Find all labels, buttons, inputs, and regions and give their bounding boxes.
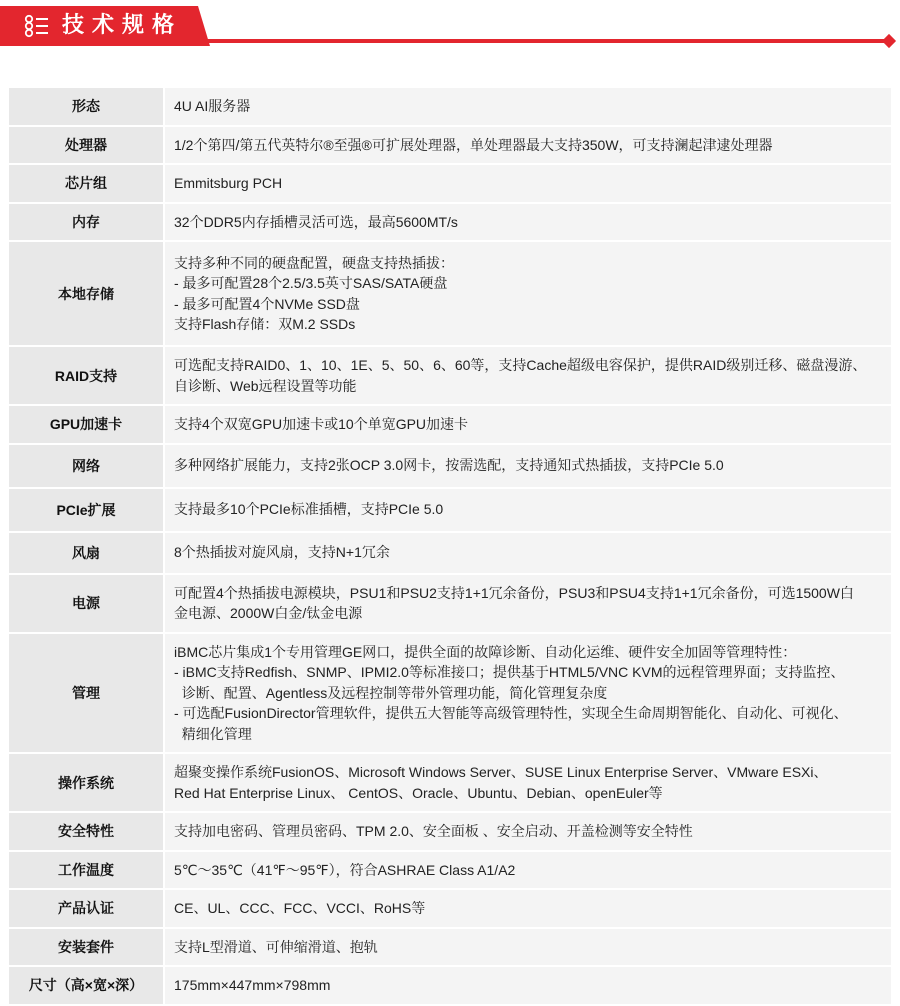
spec-value xyxy=(165,489,891,531)
spec-row xyxy=(9,575,891,632)
spec-key: 产品认证 xyxy=(9,890,165,927)
spec-value-line: 诊断、配置、Agentless及远程控制等带外管理功能，简化管理复杂度 xyxy=(174,684,608,701)
spec-value-line: 自诊断、Web远程设置等功能 xyxy=(174,377,357,394)
spec-value xyxy=(165,813,891,850)
spec-key: GPU加速卡 xyxy=(9,406,165,443)
spec-row xyxy=(9,929,891,966)
spec-value xyxy=(165,634,891,753)
spec-key: 工作温度 xyxy=(9,852,165,889)
page-title: 技术规格 xyxy=(62,12,183,37)
spec-value xyxy=(165,754,891,811)
spec-row xyxy=(9,813,891,850)
spec-value-line: 可选配支持RAID0、1、10、1E、5、50、6、60等，支持Cache超级电容保护，提供RAID级别迁移、磁盘漫游、 xyxy=(174,357,867,373)
spec-key: 网络 xyxy=(9,445,165,487)
spec-value-line: 支持加电密码、管理员密码、TPM 2.0、安全面板 、安全启动、开盖检测等安全特性 xyxy=(174,823,693,839)
spec-row xyxy=(9,165,891,202)
spec-value-line: Red Hat Enterprise Linux、 CentOS、Oracle、Ubuntu、Debian、openEuler等 xyxy=(174,784,663,801)
header-divider-cap xyxy=(882,34,896,48)
spec-row xyxy=(9,347,891,404)
spec-value xyxy=(165,852,891,889)
spec-value-line: - 最多可配置4个NVMe SSD盘 xyxy=(174,295,360,312)
spec-value-line: 超聚变操作系统FusionOS、Microsoft Windows Server、SUSE Linux Enterprise Server、VMware ESXi、 xyxy=(174,764,828,780)
spec-row xyxy=(9,242,891,345)
spec-key: 安装套件 xyxy=(9,929,165,966)
spec-table xyxy=(9,86,891,1006)
spec-value-line: - iBMC支持Redfish、SNMP、IPMI2.0等标准接口；提供基于HTML5/VNC KVM的远程管理界面；支持监控、 xyxy=(174,664,845,680)
spec-row xyxy=(9,634,891,753)
spec-value xyxy=(165,929,891,966)
spec-value-line: 支持多种不同的硬盘配置，硬盘支持热插拔： xyxy=(174,254,454,271)
spec-row xyxy=(9,406,891,443)
spec-row xyxy=(9,967,891,1004)
spec-value xyxy=(165,242,891,345)
spec-value xyxy=(165,575,891,632)
spec-value-line: - 最多可配置28个2.5/3.5英寸SAS/SATA硬盘 xyxy=(174,275,448,291)
spec-key: 芯片组 xyxy=(9,165,165,202)
spec-value-line: CE、UL、CCC、FCC、VCCI、RoHS等 xyxy=(174,900,426,916)
list-icon xyxy=(24,14,50,38)
spec-value-line: 支持4个双宽GPU加速卡或10个单宽GPU加速卡 xyxy=(174,416,469,432)
spec-key: 形态 xyxy=(9,88,165,125)
spec-value xyxy=(165,890,891,927)
spec-row xyxy=(9,489,891,531)
spec-value-line: 8个热插拔对旋风扇，支持N+1冗余 xyxy=(174,544,390,561)
spec-value-line: 精细化管理 xyxy=(174,725,252,742)
spec-row xyxy=(9,127,891,164)
section-header xyxy=(0,0,900,46)
spec-value xyxy=(165,406,891,443)
spec-key: 安全特性 xyxy=(9,813,165,850)
spec-key: 内存 xyxy=(9,204,165,241)
spec-key: 本地存储 xyxy=(9,242,165,345)
spec-value-line: iBMC芯片集成1个专用管理GE网口，提供全面的故障诊断、自动化运维、硬件安全加固等管理特性： xyxy=(174,643,797,660)
spec-row xyxy=(9,890,891,927)
spec-value-line: 支持L型滑道、可伸缩滑道、抱轨 xyxy=(174,938,378,955)
spec-key: 风扇 xyxy=(9,533,165,573)
spec-value xyxy=(165,88,891,125)
spec-value-line: 1/2个第四/第五代英特尔®至强®可扩展处理器，单处理器最大支持350W，可支持澜起津逮处理器 xyxy=(174,136,773,153)
spec-key: RAID支持 xyxy=(9,347,165,404)
spec-key: 尺寸（高×宽×深） xyxy=(9,967,165,1004)
spec-row xyxy=(9,88,891,125)
spec-value-line: 4U AI服务器 xyxy=(174,98,251,114)
spec-row xyxy=(9,445,891,487)
spec-value-line: 多种网络扩展能力，支持2张OCP 3.0网卡，按需选配，支持通知式热插拔，支持PCIe 5.0 xyxy=(174,457,724,474)
spec-value-line: 金电源、2000W白金/钛金电源 xyxy=(174,605,363,621)
spec-value-line: Emmitsburg PCH xyxy=(174,175,283,191)
spec-value-line: 5℃～35℃（41℉～95℉），符合ASHRAE Class A1/A2 xyxy=(174,861,516,878)
spec-value-line: 支持最多10个PCIe标准插槽，支持PCIe 5.0 xyxy=(174,501,444,518)
spec-key: PCIe扩展 xyxy=(9,489,165,531)
spec-value xyxy=(165,533,891,573)
spec-key: 电源 xyxy=(9,575,165,632)
spec-value-line: 175mm×447mm×798mm xyxy=(174,977,331,993)
spec-value xyxy=(165,165,891,202)
spec-value xyxy=(165,347,891,404)
spec-key: 管理 xyxy=(9,634,165,753)
spec-key: 操作系统 xyxy=(9,754,165,811)
spec-row xyxy=(9,204,891,241)
spec-value xyxy=(165,445,891,487)
spec-row xyxy=(9,533,891,573)
spec-value xyxy=(165,204,891,241)
spec-row xyxy=(9,754,891,811)
spec-value-line: 可配置4个热插拔电源模块，PSU1和PSU2支持1+1冗余备份，PSU3和PSU4支持1+1冗余备份，可选1500W白 xyxy=(174,584,854,601)
spec-row xyxy=(9,852,891,889)
spec-value-line: 32个DDR5内存插槽灵活可选，最高5600MT/s xyxy=(174,213,458,230)
spec-value xyxy=(165,967,891,1004)
spec-value xyxy=(165,127,891,164)
spec-value-line: - 可选配FusionDirector管理软件，提供五大智能等高级管理特性，实现全生命周期智能化、自动化、可视化、 xyxy=(174,705,848,721)
spec-key: 处理器 xyxy=(9,127,165,164)
spec-value-line: 支持Flash存储：双M.2 SSDs xyxy=(174,316,356,332)
